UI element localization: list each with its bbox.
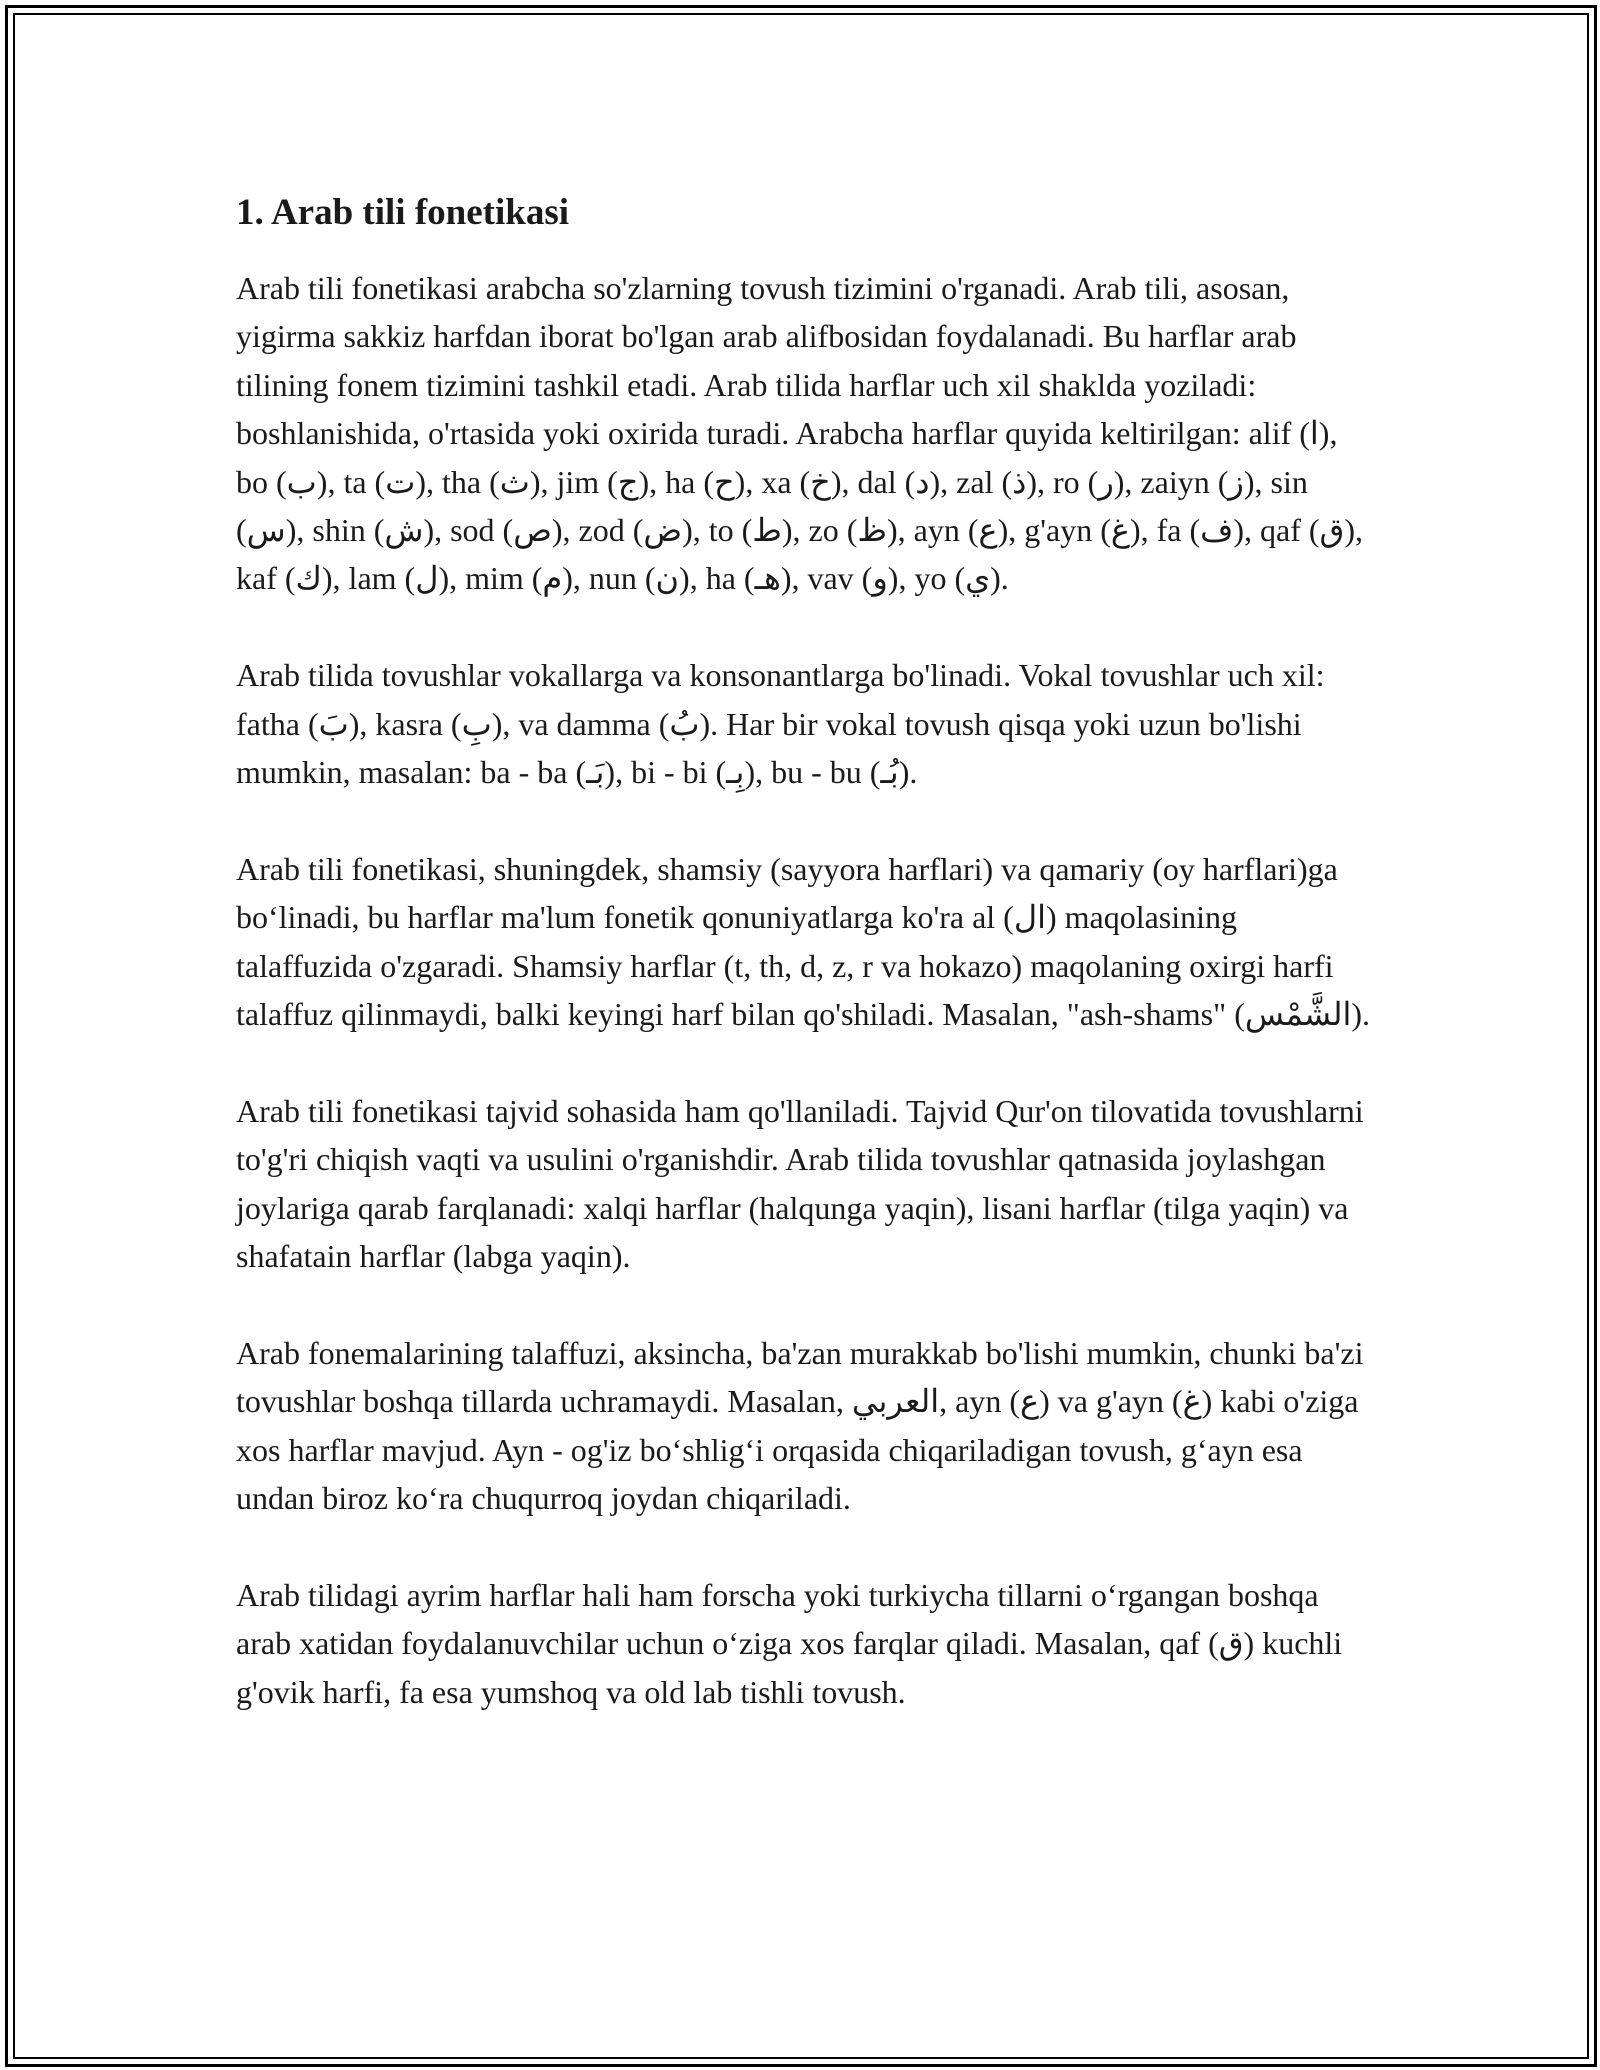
paragraph-vowels: Arab tilida tovushlar vokallarga va konsonantlarga bo'linadi. Vokal tovushlar uch xil: fatha (بَ), kasra (بِ), va damma (بُ). Har bir vokal tovush qisqa yoki uzun bo'lishi mumkin, masalan: ba - ba (بَـ), bi - bi (بِـ), bu - bu (بُـ). xyxy=(236,657,1325,791)
paragraph-pronunciation: Arab fonemalarining talaffuzi, aksincha, ba'zan murakkab bo'lishi mumkin, chunki ba'zi tovushlar boshqa tillarda uchramaydi. Masalan, العربي, ayn (ع) va g'ayn (غ) kabi o'ziga xos harflar mavjud. Ayn - og'iz bo‘shlig‘i orqasida chiqariladigan tovush, g‘ayn esa undan biroz ko‘ra chuqurroq joydan chiqariladi. xyxy=(236,1334,1364,1517)
section-heading: 1. Arab tili fonetikasi xyxy=(236,192,570,233)
document-body xyxy=(236,188,1376,1765)
paragraph-letter-differences: Arab tilidagi ayrim harflar hali ham forscha yoki turkiycha tillarni o‘rgangan boshqa arab xatidan foydalanuvchilar uchun o‘ziga xos farqlar qiladi. Masalan, qaf (ق) kuchli g'ovik harfi, fa esa yumshoq va old lab tishli tovush. xyxy=(236,1576,1343,1710)
paragraph-sun-moon-letters: Arab tili fonetikasi, shuningdek, shamsiy (sayyora harflari) va qamariy (oy harflari)ga bo‘linadi, bu harflar ma'lum fonetik qonuniyatlarga ko'ra al (ال) maqolasining talaffuzida o'zgaradi. Shamsiy harflar (t, th, d, z, r va hokazo) maqolaning oxirgi harfi talaffuz qilinmaydi, balki keyingi harf bilan qo'shiladi. Masalan, "ash-shams" (الشَّمْس). xyxy=(236,850,1370,1033)
paragraph-alphabet: Arab tili fonetikasi arabcha so'zlarning tovush tizimini o'rganadi. Arab tili, asosan, yigirma sakkiz harfdan iborat bo'lgan arab alifbosidan foydalanadi. Bu harflar arab tilining fonem tizimini tashkil etadi. Arab tilida harflar uch xil shaklda yoziladi: boshlanishida, o'rtasida yoki oxirida turadi. Arabcha harflar quyida keltirilgan: alif (ا), bo (ب), ta (ت), tha (ث), jim (ج), ha (ح), xa (خ), dal (د), zal (ذ), ro (ر), zaiyn (ز), sin (س), shin (ش), sod (ص), zod (ض), to (ط), zo (ظ), ayn (ع), g'ayn (غ), fa (ف), qaf (ق), kaf (ك), lam (ل), mim (م), nun (ن), ha (هـ), vav (و), yo (ي). xyxy=(236,270,1363,597)
paragraph-tajwid: Arab tili fonetikasi tajvid sohasida ham qo'llaniladi. Tajvid Qur'on tilovatida tovushlarni to'g'ri chiqish vaqti va usulini o'rganishdir. Arab tilida tovushlar qatnasida joylashgan joylariga qarab farqlanadi: xalqi harflar (halqunga yaqin), lisani harflar (tilga yaqin) va shafatain harflar (labga yaqin). xyxy=(236,1092,1364,1275)
